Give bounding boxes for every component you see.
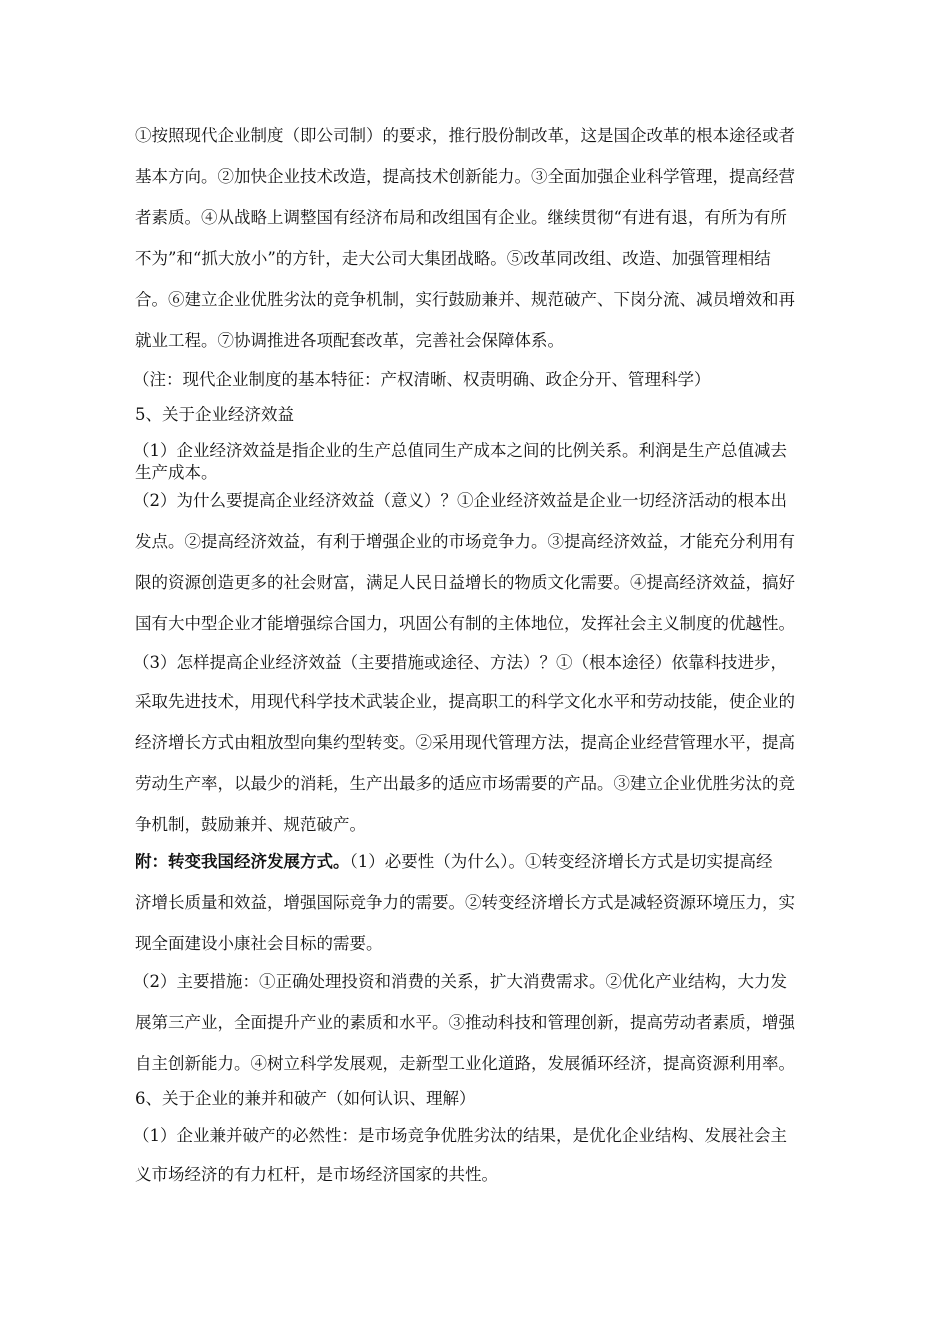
paragraph-line: 合。⑥建立企业优胜劣汰的竞争机制，实行鼓励兼并、规范破产、下岗分流、减员增效和再 <box>135 290 795 309</box>
section-heading: 6、关于企业的兼并和破产（如何认识、理解） <box>135 1089 476 1108</box>
paragraph-line: 经济增长方式由粗放型向集约型转变。②采用现代管理方法，提高企业经营管理水平，提高 <box>135 733 795 752</box>
paragraph-line: 采取先进技术，用现代科学技术武装企业，提高职工的科学文化水平和劳动技能，使企业的 <box>135 692 795 711</box>
paragraph-line: 义市场经济的有力杠杆，是市场经济国家的共性。 <box>135 1165 498 1184</box>
paragraph-line: ①按照现代企业制度（即公司制）的要求，推行股份制改革，这是国企改革的根本途径或者 <box>135 126 795 145</box>
paragraph-line: 基本方向。②加快企业技术改造，提高技术创新能力。③全面加强企业科学管理，提高经营 <box>135 167 795 186</box>
paragraph-line: 争机制，鼓励兼并、规范破产。 <box>135 815 366 834</box>
paragraph-line: 现全面建设小康社会目标的需要。 <box>135 934 383 953</box>
paragraph-line: 国有大中型企业才能增强综合国力，巩固公有制的主体地位，发挥社会主义制度的优越性。 <box>135 614 795 633</box>
appendix-heading: 附：转变我国经济发展方式。 <box>135 852 350 871</box>
note-line: （注：现代企业制度的基本特征：产权清晰、权责明确、政企分开、管理科学） <box>133 370 711 389</box>
paragraph-line: 展第三产业，全面提升产业的素质和水平。③推动科技和管理创新，提高劳动者素质，增强 <box>135 1013 795 1032</box>
paragraph-line: 不为”和“抓大放小”的方针，走大公司大集团战略。⑤改革同改组、改造、加强管理相结 <box>135 249 771 268</box>
paragraph-line: 济增长质量和效益，增强国际竞争力的需要。②转变经济增长方式是减轻资源环境压力，实 <box>135 893 795 912</box>
paragraph-line: 就业工程。⑦协调推进各项配套改革，完善社会保障体系。 <box>135 331 564 350</box>
paragraph-line: （2）主要措施：①正确处理投资和消费的关系，扩大消费需求。②优化产业结构，大力发 <box>133 972 787 991</box>
paragraph-line: （2）为什么要提高企业经济效益（意义）？①企业经济效益是企业一切经济活动的根本出 <box>133 491 787 510</box>
paragraph-line: （3）怎样提高企业经济效益（主要措施或途径、方法）？①（根本途径）依靠科技进步， <box>133 653 787 672</box>
paragraph-line: 限的资源创造更多的社会财富，满足人民日益增长的物质文化需要。④提高经济效益，搞好 <box>135 573 795 592</box>
paragraph-line: 者素质。④从战略上调整国有经济布局和改组国有企业。继续贯彻“有进有退，有所为有所 <box>135 208 787 227</box>
section-heading: 5、关于企业经济效益 <box>135 405 294 424</box>
paragraph-line: 生产成本。 <box>135 463 218 482</box>
paragraph-line: （1）企业经济效益是指企业的生产总值同生产成本之间的比例关系。利润是生产总值减去 <box>133 441 787 460</box>
paragraph-line: （1）企业兼并破产的必然性：是市场竞争优胜劣汰的结果，是优化企业结构、发展社会主 <box>133 1126 787 1145</box>
appendix-text: （1）必要性（为什么）。①转变经济增长方式是切实提高经 <box>349 852 773 871</box>
paragraph-line: 自主创新能力。④树立科学发展观，走新型工业化道路，发展循环经济，提高资源利用率。 <box>135 1054 795 1073</box>
appendix-line <box>135 851 835 873</box>
paragraph-line: 劳动生产率，以最少的消耗，生产出最多的适应市场需要的产品。③建立企业优胜劣汰的竞 <box>135 774 795 793</box>
paragraph-line: 发点。②提高经济效益，有利于增强企业的市场竞争力。③提高经济效益，才能充分利用有 <box>135 532 795 551</box>
